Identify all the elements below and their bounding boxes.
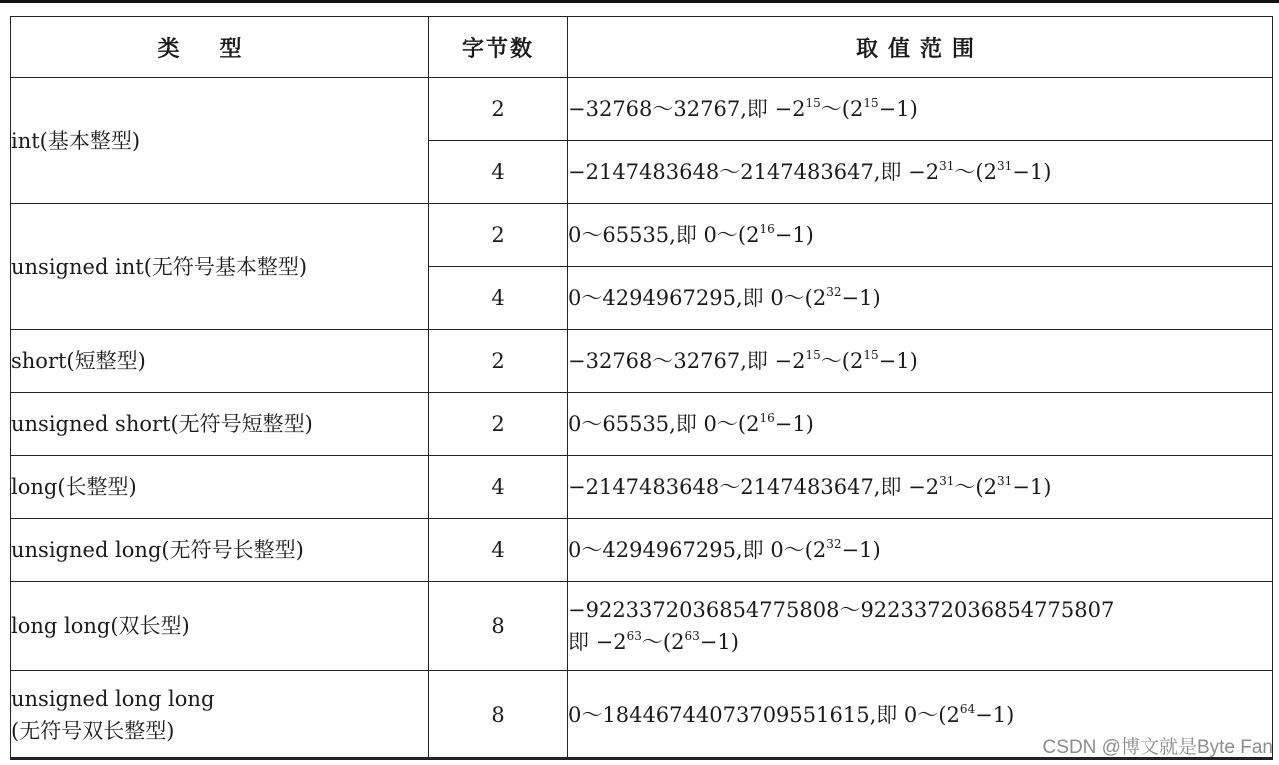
bytes-cell: 4 (429, 267, 568, 330)
type-line-2: (无符号双长整型) (11, 719, 175, 743)
table-row (11, 456, 1273, 519)
type-cell: unsigned short(无符号短整型) (11, 393, 429, 456)
range-line-1: −9223372036854775808～9223372036854775807 (568, 598, 1115, 622)
top-rule (0, 0, 1279, 3)
range-cell: 0～65535,即 $0\sim(2^{16}-1)$ (568, 393, 1273, 456)
table-row (11, 393, 1273, 456)
bytes-cell: 2 (429, 393, 568, 456)
header-type: 类型 (11, 17, 429, 78)
range-cell (568, 582, 1273, 671)
bytes-cell: 2 (429, 330, 568, 393)
range-cell: 0～65535,即 $0\sim(2^{16}-1)$ (568, 204, 1273, 267)
range-cell: −2147483648～2147483647,即 $-2^{31}\sim(2^{31}-1)$ (568, 141, 1273, 204)
range-cell: −32768～32767,即 $-2^{15}\sim(2^{15}-1)$ (568, 330, 1273, 393)
range-cell: 0～4294967295,即 $0\sim(2^{32}-1)$ (568, 267, 1273, 330)
table-row (11, 78, 1273, 141)
range-cell: 0～4294967295,即 $0\sim(2^{32}-1)$ (568, 519, 1273, 582)
type-cell: unsigned long(无符号长整型) (11, 519, 429, 582)
range-cell: −2147483648～2147483647,即 $-2^{31}\sim(2^{31}-1)$ (568, 456, 1273, 519)
type-cell: long long(双长型) (11, 582, 429, 671)
bytes-cell: 2 (429, 204, 568, 267)
range-line-2: 即 $-2^{63}\sim(2^{63}-1)$ (568, 629, 739, 654)
table-row (11, 582, 1273, 671)
table-row (11, 519, 1273, 582)
header-row (11, 17, 1273, 78)
bytes-cell: 4 (429, 456, 568, 519)
table-row (11, 330, 1273, 393)
header-bytes: 字节数 (429, 17, 568, 78)
bytes-cell: 4 (429, 519, 568, 582)
integer-types-table (10, 16, 1273, 760)
type-cell: long(长整型) (11, 456, 429, 519)
type-cell: int(基本整型) (11, 78, 429, 204)
type-line-1: unsigned long long (11, 687, 215, 711)
type-cell (11, 671, 429, 760)
bytes-cell: 8 (429, 671, 568, 760)
header-range: 取值范围 (568, 17, 1273, 78)
bytes-cell: 4 (429, 141, 568, 204)
type-cell: unsigned int(无符号基本整型) (11, 204, 429, 330)
watermark: CSDN @博文就是Byte Fan (1042, 737, 1273, 758)
range-cell: 0～18446744073709551615,即 $0\sim(2^{64}-1)$ (568, 671, 1273, 760)
bytes-cell: 2 (429, 78, 568, 141)
type-cell: short(短整型) (11, 330, 429, 393)
bytes-cell: 8 (429, 582, 568, 671)
range-cell: −32768～32767,即 $-2^{15}\sim(2^{15}-1)$ (568, 78, 1273, 141)
table-row (11, 204, 1273, 267)
